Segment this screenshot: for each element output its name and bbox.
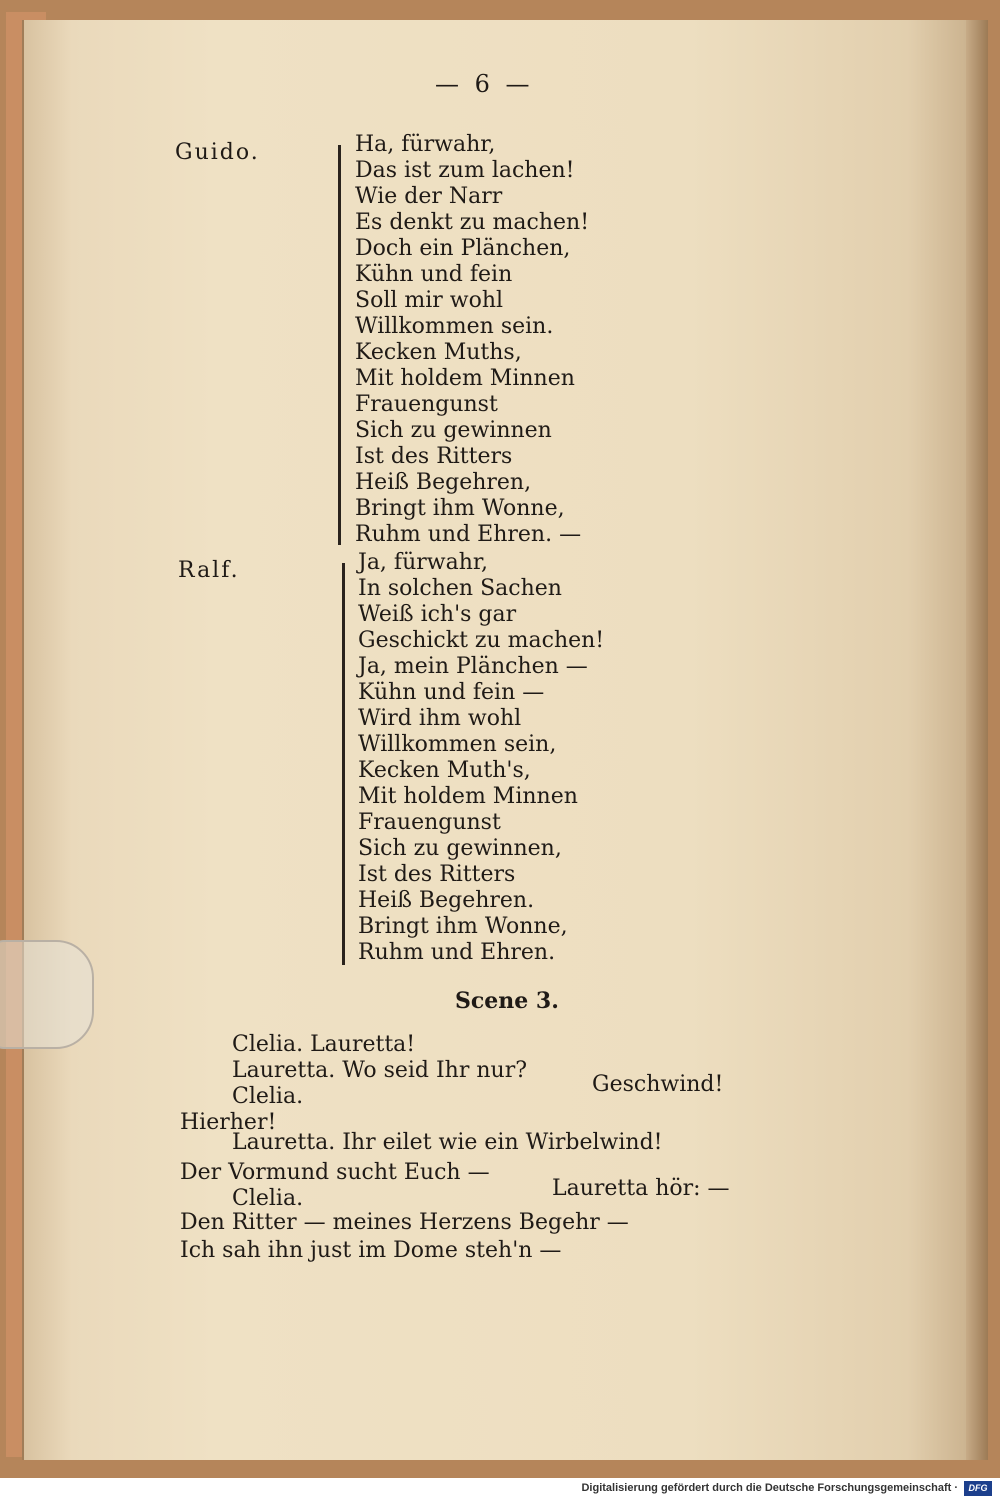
verse-brace-guido xyxy=(338,145,341,545)
verse-line: Mit holdem Minnen xyxy=(355,366,575,391)
verse-line: Wie der Narr xyxy=(355,184,503,209)
dialogue-line: Clelia. xyxy=(232,1084,304,1109)
speaker-ralf: Ralf. xyxy=(178,558,240,583)
speaker-guido: Guido. xyxy=(175,140,260,165)
verse-line: Willkommen sein, xyxy=(358,732,557,757)
verse-line: Ist des Ritters xyxy=(355,444,513,469)
verse-line: Geschickt zu machen! xyxy=(358,628,605,653)
verse-line: Bringt ihm Wonne, xyxy=(358,914,568,939)
dialogue-line: Lauretta. Ihr eilet wie ein Wirbelwind! xyxy=(232,1130,663,1155)
verse-brace-ralf xyxy=(342,563,345,965)
verse-line: Frauengunst xyxy=(358,810,501,835)
footer-bar xyxy=(0,1478,1000,1500)
verse-line: Frauengunst xyxy=(355,392,498,417)
dialogue-line: Clelia. Lauretta! xyxy=(232,1032,416,1057)
verse-line: Kecken Muths, xyxy=(355,340,522,365)
dfg-logo: DFG xyxy=(964,1481,992,1496)
verse-line: Weiß ich's gar xyxy=(358,602,517,627)
footer-credit: Digitalisierung gefördert durch die Deutsche Forschungsgemeinschaft · xyxy=(581,1482,958,1494)
verse-line: Das ist zum lachen! xyxy=(355,158,575,183)
verse-line: Bringt ihm Wonne, xyxy=(355,496,565,521)
verse-line: Ja, fürwahr, xyxy=(358,550,488,575)
paper-clip xyxy=(0,940,94,1049)
verse-line: Heiß Begehren. xyxy=(358,888,535,913)
dialogue-line: Lauretta hör: — xyxy=(552,1176,730,1201)
verse-line: Mit holdem Minnen xyxy=(358,784,578,809)
page-number: — 6 — xyxy=(435,70,534,98)
dialogue-line: Den Ritter — meines Herzens Begehr — xyxy=(180,1210,629,1235)
dialogue-line: Geschwind! xyxy=(592,1072,724,1097)
verse-line: Kühn und fein — xyxy=(358,680,545,705)
verse-line: Ha, fürwahr, xyxy=(355,132,496,157)
verse-line: Heiß Begehren, xyxy=(355,470,532,495)
verse-line: Ja, mein Plänchen — xyxy=(358,654,588,679)
verse-line: Ist des Ritters xyxy=(358,862,516,887)
page-edge xyxy=(966,20,988,1460)
verse-line: Willkommen sein. xyxy=(355,314,554,339)
verse-line: Wird ihm wohl xyxy=(358,706,522,731)
dialogue-line: Hierher! xyxy=(180,1110,277,1135)
verse-line: Sich zu gewinnen xyxy=(355,418,552,443)
verse-line: In solchen Sachen xyxy=(358,576,562,601)
dialogue-line: Clelia. xyxy=(232,1186,304,1211)
verse-line: Ruhm und Ehren. xyxy=(358,940,556,965)
dialogue-line: Lauretta. Wo seid Ihr nur? xyxy=(232,1058,528,1083)
verse-line: Ruhm und Ehren. — xyxy=(355,522,582,547)
scene-heading: Scene 3. xyxy=(455,988,559,1014)
verse-line: Sich zu gewinnen, xyxy=(358,836,562,861)
verse-line: Es denkt zu machen! xyxy=(355,210,590,235)
dialogue-line: Ich sah ihn just im Dome steh'n — xyxy=(180,1238,562,1263)
verse-line: Soll mir wohl xyxy=(355,288,504,313)
verse-line: Kecken Muth's, xyxy=(358,758,531,783)
verse-line: Kühn und fein xyxy=(355,262,513,287)
verse-line: Doch ein Plänchen, xyxy=(355,236,571,261)
dialogue-line: Der Vormund sucht Euch — xyxy=(180,1160,490,1185)
